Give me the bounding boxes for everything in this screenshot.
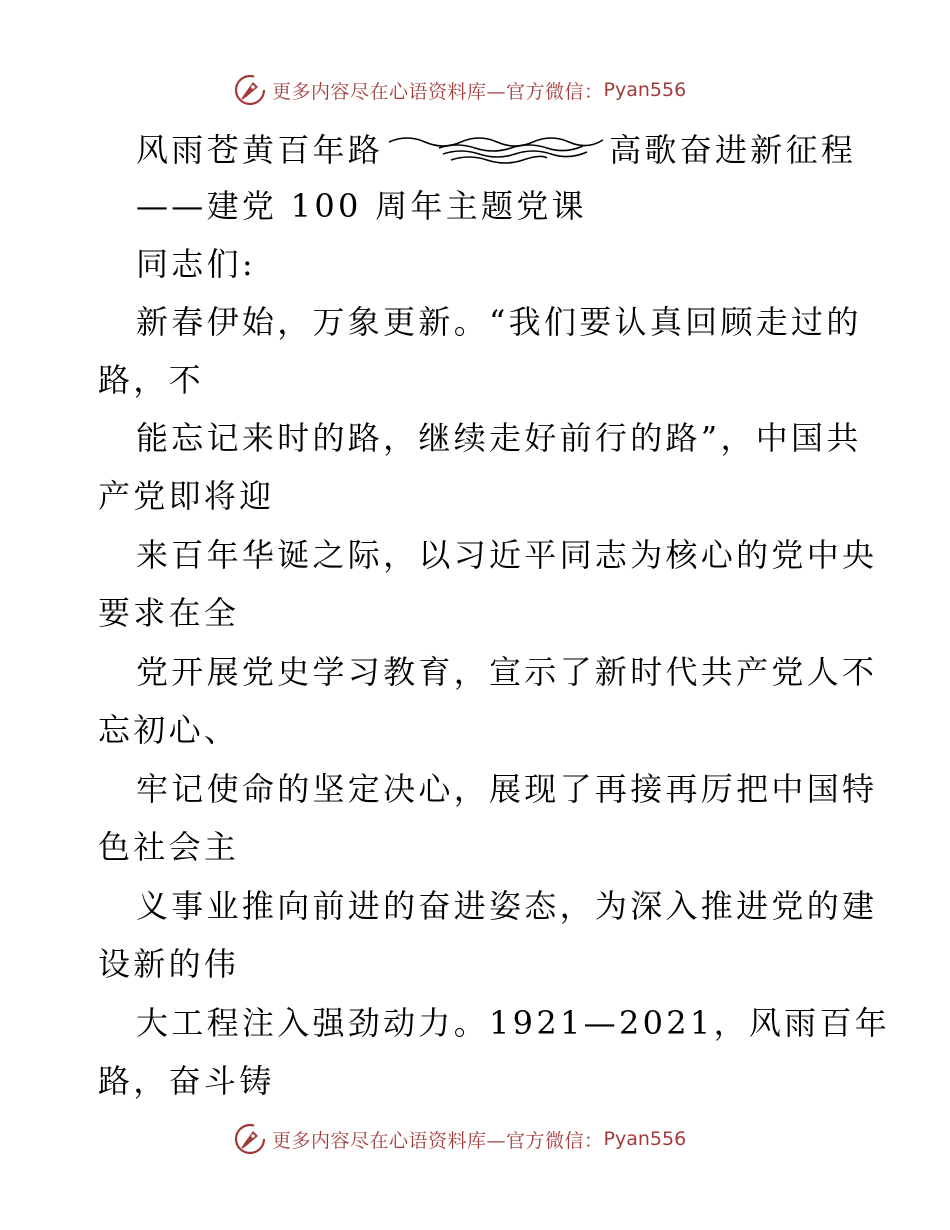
salutation: 同志们: bbox=[136, 245, 256, 283]
paragraph-line: 牢记使命的坚定决心，展现了再接再厉把中国特 bbox=[136, 770, 878, 808]
pen-nib-logo-icon bbox=[234, 74, 266, 106]
header-banner bbox=[234, 73, 686, 107]
paragraph-line: 色社会主 bbox=[98, 828, 240, 866]
paragraph-line: 产党即将迎 bbox=[98, 477, 275, 515]
paragraph-line: 要求在全 bbox=[98, 594, 240, 632]
title-left: 风雨苍黄百年路 bbox=[136, 131, 384, 169]
paragraph-line: 忘初心、 bbox=[98, 711, 240, 749]
header-banner-text: 更多内容尽在心语资料库—官方微信： bbox=[272, 80, 604, 103]
footer-banner-id: Pyan556 bbox=[603, 1128, 687, 1150]
paragraph-line: 设新的伟 bbox=[98, 945, 240, 983]
pen-nib-logo-icon bbox=[234, 1123, 266, 1155]
header-banner-id: Pyan556 bbox=[603, 79, 687, 101]
paragraph-line: 路，不 bbox=[98, 361, 204, 399]
paragraph-line: 大工程注入强劲动力。1921—2021，风雨百年 bbox=[136, 1004, 891, 1042]
title-right: 高歌奋进新征程 bbox=[609, 131, 857, 169]
paragraph-line: 来百年华诞之际，以习近平同志为核心的党中央 bbox=[136, 536, 878, 574]
footer-banner bbox=[234, 1122, 686, 1156]
subtitle: ——建党 100 周年主题党课 bbox=[136, 187, 587, 225]
paragraph-line: 新春伊始，万象更新。“我们要认真回顾走过的 bbox=[136, 303, 862, 341]
wave-divider-icon bbox=[387, 128, 605, 168]
document-title bbox=[136, 126, 856, 170]
paragraph-line: 能忘记来时的路，继续走好前行的路”，中国共 bbox=[136, 419, 862, 457]
paragraph-line: 党开展党史学习教育，宣示了新时代共产党人不 bbox=[136, 653, 878, 691]
footer-banner-text: 更多内容尽在心语资料库—官方微信： bbox=[272, 1129, 604, 1152]
paragraph-line: 义事业推向前进的奋进姿态，为深入推进党的建 bbox=[136, 887, 878, 925]
paragraph-line: 路，奋斗铸 bbox=[98, 1062, 275, 1100]
